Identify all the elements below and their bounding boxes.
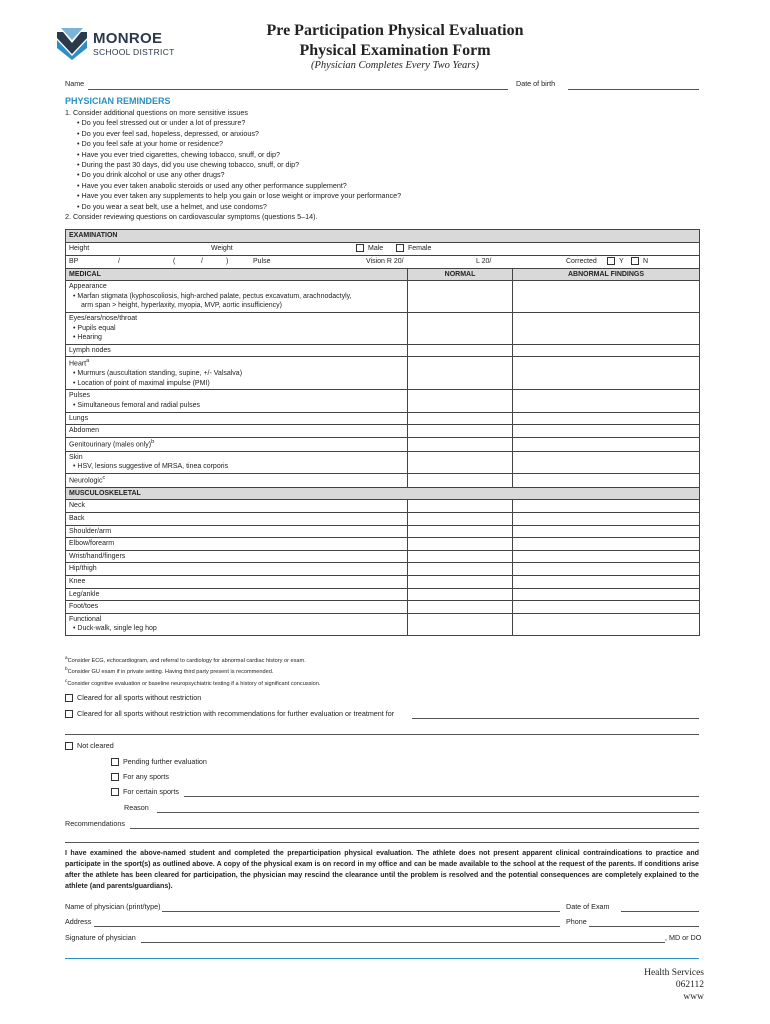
- reminders-heading: PHYSICIAN REMINDERS: [65, 96, 171, 106]
- height-label: Height: [69, 244, 90, 252]
- footer-divider: [65, 958, 699, 959]
- abnormal-cell[interactable]: [513, 412, 700, 425]
- corrected-no[interactable]: [631, 257, 648, 267]
- footer-code: 062112: [675, 980, 704, 990]
- footnote-a: $^a$Consider ECG, echocardiogram, and referral to cardiology for abnormal cardiac history or exam.: [65, 655, 306, 664]
- cleared-rec-label: Cleared for all sports without restriction with recommendations for further evaluation or treatment for: [77, 709, 395, 718]
- duck-walk-label: • Duck-walk, single leg hop: [73, 625, 157, 633]
- md-do-label: , MD or DO: [665, 933, 702, 942]
- marfan-line-1: • Marfan stigmata (kyphoscoliosis, high-arched palate, pectus excavatum, arachnodactyly,: [73, 292, 352, 300]
- form-title-line2: Physical Examination Form: [299, 42, 491, 59]
- no-label: N: [643, 257, 649, 265]
- district-logo: [55, 26, 180, 62]
- vision-left-label: L 20/: [476, 257, 492, 265]
- normal-cell[interactable]: [408, 538, 513, 551]
- not-cleared-option[interactable]: [65, 741, 114, 751]
- murmurs-label: • Murmurs (auscultation standing, supine, +/- Valsalva): [73, 370, 243, 378]
- table-row: [66, 550, 700, 563]
- msk-item: Knee: [66, 576, 408, 589]
- name-field[interactable]: [88, 89, 508, 90]
- msk-item: Back: [66, 513, 408, 526]
- reminder-bullet: • Do you feel stressed out or under a lot of pressure?: [77, 118, 246, 128]
- abnormal-cell[interactable]: [513, 500, 700, 513]
- appearance-label: Appearance: [69, 283, 107, 291]
- logo-name: MONROE: [93, 30, 163, 47]
- name-label: Name: [65, 79, 85, 88]
- dob-label: Date of birth: [516, 79, 556, 88]
- abnormal-cell[interactable]: [513, 601, 700, 614]
- cleared-rec-field[interactable]: [412, 718, 699, 719]
- table-row: [66, 437, 700, 451]
- abnormal-cell[interactable]: [513, 473, 700, 487]
- abnormal-cell[interactable]: [513, 344, 700, 357]
- logo-subname: SCHOOL DISTRICT: [93, 47, 175, 57]
- abnormal-cell[interactable]: [513, 588, 700, 601]
- signature-label: Signature of physician: [65, 933, 136, 942]
- any-sports-checkbox[interactable]: [111, 773, 119, 781]
- lungs-label: Lungs: [66, 412, 408, 425]
- abnormal-cell[interactable]: [513, 357, 700, 390]
- cleared-rec-checkbox[interactable]: [65, 710, 73, 718]
- normal-cell[interactable]: [408, 281, 513, 313]
- any-sports-option[interactable]: [111, 772, 169, 782]
- abnormal-heading: ABNORMAL FINDINGS: [513, 268, 700, 281]
- abnormal-cell[interactable]: [513, 451, 700, 473]
- vision-right-label: Vision R 20/: [366, 257, 404, 265]
- msk-item: Hip/thigh: [66, 563, 408, 576]
- normal-cell[interactable]: [408, 588, 513, 601]
- form-title-line1: Pre Participation Physical Evaluation: [266, 22, 524, 39]
- bp-paren-close: ): [226, 257, 229, 265]
- hsv-label: • HSV, lesions suggestive of MRSA, tinea corporis: [73, 463, 229, 471]
- bp-slash-2: /: [201, 257, 203, 265]
- pupils-label: • Pupils equal: [73, 324, 116, 332]
- footnote-c: $^c$Consider cognitive evaluation or baseline neuropsychiatric testing if a history of significant concussion.: [65, 677, 321, 687]
- marfan-line-2: arm span > height, hyperlaxity, myopia, MVP, aortic insufficiency): [81, 302, 282, 310]
- logo-mark-icon: [55, 26, 89, 60]
- normal-cell[interactable]: [408, 500, 513, 513]
- heart-label: Heart$^a$: [69, 358, 90, 368]
- not-cleared-checkbox[interactable]: [65, 742, 73, 750]
- date-exam-field[interactable]: [621, 911, 699, 912]
- reminder-bullet: • Have you ever taken anabolic steroids or used any other performance supplement?: [77, 180, 347, 190]
- msk-heading: MUSCULOSKELETAL: [66, 487, 700, 500]
- normal-cell[interactable]: [408, 437, 513, 451]
- table-row: [66, 576, 700, 589]
- table-row: [66, 613, 700, 635]
- abnormal-cell[interactable]: [513, 312, 700, 344]
- normal-cell[interactable]: [408, 563, 513, 576]
- corrected-yes[interactable]: [607, 257, 624, 267]
- examination-table: [65, 229, 700, 636]
- cleared-checkbox[interactable]: [65, 694, 73, 702]
- lymph-label: Lymph nodes: [66, 344, 408, 357]
- phone-label: Phone: [566, 917, 587, 926]
- corrected-label: Corrected: [566, 257, 597, 265]
- certain-sports-option[interactable]: [111, 787, 179, 797]
- reminder-bullet: • Do you drink alcohol or use any other drugs?: [77, 170, 225, 180]
- physician-name-label: Name of physician (print/type): [65, 902, 161, 911]
- reminder-bullet: • Do you wear a seat belt, use a helmet, and use condoms?: [77, 201, 267, 211]
- bp-paren-open: (: [173, 257, 176, 265]
- ent-label: Eyes/ears/nose/throat: [69, 314, 138, 322]
- bp-slash: /: [118, 257, 120, 265]
- any-sports-label: For any sports: [123, 772, 169, 781]
- normal-cell[interactable]: [408, 451, 513, 473]
- male-option[interactable]: [356, 244, 383, 254]
- normal-cell[interactable]: [408, 613, 513, 635]
- table-row: [66, 538, 700, 551]
- normal-cell[interactable]: [408, 601, 513, 614]
- cleared-rec-field-2[interactable]: [65, 734, 699, 735]
- normal-cell[interactable]: [408, 525, 513, 538]
- footnotes: [65, 654, 695, 688]
- normal-cell[interactable]: [408, 312, 513, 344]
- pulse-label: Pulse: [253, 257, 271, 265]
- weight-label: Weight: [211, 244, 233, 252]
- abdomen-label: Abdomen: [66, 425, 408, 438]
- not-cleared-label: Not cleared: [77, 741, 114, 750]
- certain-sports-field[interactable]: [184, 796, 699, 797]
- table-row: [66, 601, 700, 614]
- bp-label: BP: [69, 257, 79, 265]
- certain-sports-checkbox[interactable]: [111, 788, 119, 796]
- abnormal-cell[interactable]: [513, 425, 700, 438]
- normal-cell[interactable]: [408, 344, 513, 357]
- msk-item: Elbow/forearm: [66, 538, 408, 551]
- abnormal-cell[interactable]: [513, 281, 700, 313]
- table-row: [66, 312, 700, 344]
- abnormal-cell[interactable]: [513, 550, 700, 563]
- pending-checkbox[interactable]: [111, 758, 119, 766]
- table-row: [66, 513, 700, 526]
- table-row: [66, 451, 700, 473]
- footnote-b: $^b$Consider GU exam if in private setting. Having third party present is recommended.: [65, 666, 274, 676]
- phone-field[interactable]: [589, 926, 699, 927]
- male-label: Male: [368, 244, 384, 252]
- neuro-label: Neurologic$^c$: [66, 473, 408, 487]
- recommendations-field-2[interactable]: [65, 842, 699, 843]
- form-subtitle: (Physician Completes Every Two Years): [311, 60, 479, 71]
- date-exam-label: Date of Exam: [566, 902, 610, 911]
- cleared-rec-option[interactable]: [65, 709, 394, 719]
- table-row: [66, 563, 700, 576]
- table-row: [66, 500, 700, 513]
- female-checkbox[interactable]: [396, 244, 404, 252]
- bp-vision-row: [66, 255, 700, 268]
- examination-heading: EXAMINATION: [66, 230, 700, 243]
- abnormal-cell[interactable]: [513, 576, 700, 589]
- signature-field[interactable]: [141, 942, 665, 943]
- female-label: Female: [408, 244, 432, 252]
- yes-label: Y: [619, 257, 624, 265]
- table-row: [66, 425, 700, 438]
- reminder-bullet: • Have you ever taken any supplements to help you gain or lose weight or improve your performance?: [77, 191, 402, 201]
- recommendations-label: Recommendations: [65, 819, 125, 828]
- recommendations-field[interactable]: [130, 828, 699, 829]
- normal-cell[interactable]: [408, 473, 513, 487]
- table-row: [66, 473, 700, 487]
- abnormal-cell[interactable]: [513, 390, 700, 412]
- certain-sports-label: For certain sports: [123, 787, 179, 796]
- msk-item: Neck: [66, 500, 408, 513]
- abnormal-cell[interactable]: [513, 437, 700, 451]
- table-row: [66, 344, 700, 357]
- normal-cell[interactable]: [408, 425, 513, 438]
- no-checkbox[interactable]: [631, 257, 639, 265]
- femoral-label: • Simultaneous femoral and radial pulses: [73, 402, 200, 410]
- normal-cell[interactable]: [408, 357, 513, 390]
- table-row: [66, 390, 700, 412]
- hearing-label: • Hearing: [73, 334, 102, 342]
- pending-label: Pending further evaluation: [123, 757, 207, 766]
- abnormal-cell[interactable]: [513, 513, 700, 526]
- cleared-label: Cleared for all sports without restriction: [77, 693, 202, 702]
- reminders-list: [65, 108, 695, 222]
- msk-item: Foot/toes: [66, 601, 408, 614]
- table-row: [66, 412, 700, 425]
- abnormal-cell[interactable]: [513, 563, 700, 576]
- reminder-item-2: 2. Consider reviewing questions on cardiovascular symptoms (questions 5–14).: [65, 212, 318, 222]
- address-field[interactable]: [94, 926, 560, 927]
- table-row: [66, 525, 700, 538]
- abnormal-cell[interactable]: [513, 525, 700, 538]
- table-row: [66, 281, 700, 313]
- reminder-bullet: • Do you feel safe at your home or residence?: [77, 139, 223, 149]
- male-checkbox[interactable]: [356, 244, 364, 252]
- pmi-label: • Location of point of maximal impulse (PMI): [73, 379, 210, 387]
- address-label: Address: [65, 917, 92, 926]
- table-row: [66, 357, 700, 390]
- msk-item: Leg/ankle: [66, 588, 408, 601]
- yes-checkbox[interactable]: [607, 257, 615, 265]
- functional-label: Functional: [69, 615, 102, 623]
- physician-statement: I have examined the above-named student and completed the preparticipation physical evaluation. The athlete does not present apparent clinical contraindications to practice and participate in the sport(s) as outlined above. A copy of the physical exam is on record in my office and can be made available to the school at the request of the parents. If conditions arise after the athlete has been cleared for participation, the physician may rescind the clearance until the problem is resolved and the potential consequences are completely explained to the athlete (and parents/guardians).: [65, 849, 699, 890]
- reminder-bullet: • Have you ever tried cigarettes, chewing tobacco, snuff, or dip?: [77, 149, 280, 159]
- footer-dept: Health Services: [644, 968, 704, 978]
- female-option[interactable]: [396, 244, 431, 254]
- dob-field[interactable]: [568, 89, 699, 90]
- cleared-option[interactable]: [65, 693, 201, 703]
- physician-name-field[interactable]: [162, 911, 560, 912]
- reminder-bullet: • During the past 30 days, did you use chewing tobacco, snuff, or dip?: [77, 160, 300, 170]
- table-row: [66, 588, 700, 601]
- height-weight-row: [66, 242, 700, 255]
- normal-cell[interactable]: [408, 576, 513, 589]
- reminder-item-1: 1. Consider additional questions on more sensitive issues: [65, 108, 248, 117]
- msk-item: Shoulder/arm: [66, 525, 408, 538]
- reason-field[interactable]: [157, 812, 699, 813]
- pulses-label: Pulses: [69, 392, 91, 400]
- normal-cell[interactable]: [408, 550, 513, 563]
- abnormal-cell[interactable]: [513, 538, 700, 551]
- normal-cell[interactable]: [408, 412, 513, 425]
- reason-label: Reason: [124, 803, 149, 812]
- footer-www: www: [683, 992, 704, 1002]
- normal-heading: NORMAL: [408, 268, 513, 281]
- msk-item: Wrist/hand/fingers: [66, 550, 408, 563]
- skin-label: Skin: [69, 453, 83, 461]
- pending-option[interactable]: [111, 757, 207, 767]
- abnormal-cell[interactable]: [513, 613, 700, 635]
- gu-label: Genitourinary (males only)$^b$: [66, 437, 408, 451]
- reminder-bullet: • Do you ever feel sad, hopeless, depressed, or anxious?: [77, 128, 259, 138]
- normal-cell[interactable]: [408, 390, 513, 412]
- normal-cell[interactable]: [408, 513, 513, 526]
- medical-heading: MEDICAL: [66, 268, 408, 281]
